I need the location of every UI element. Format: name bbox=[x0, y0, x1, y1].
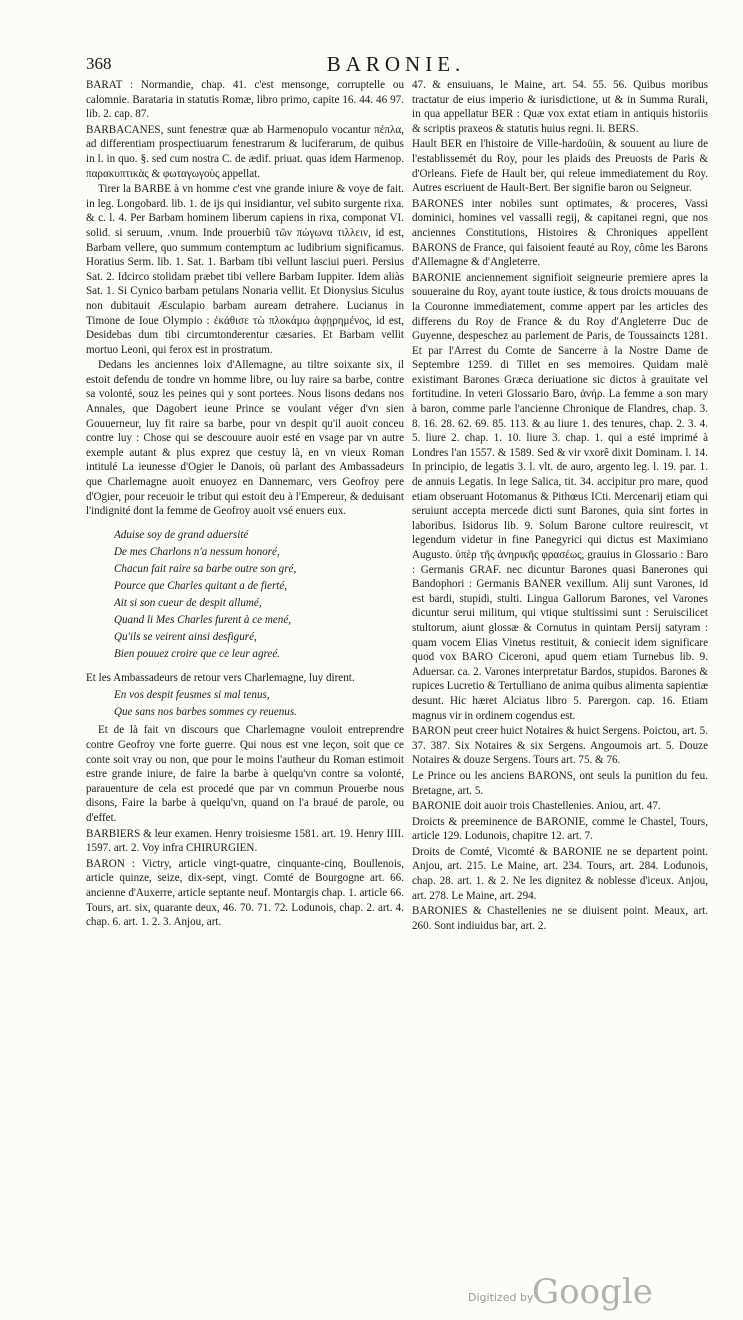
digitized-by-label: Digitized by bbox=[468, 1291, 534, 1304]
verse-line: Aduise soy de grand aduersité bbox=[114, 528, 249, 541]
verse-line: Pource que Charles quitant a de fierté, bbox=[114, 579, 288, 592]
entry-baronies-indiuisibles: BARONIES & Chastellenies ne se diuisent point. Meaux, art. 260. Sont indiuidus bar, art. 2. bbox=[412, 905, 708, 932]
left-column bbox=[86, 78, 404, 931]
entry-barat: BARAT : Normandie, chap. 41. c'est mensonge, corruptelle ou calomnie. Barataria in statutis Romæ, libro primo, capite 16. 44. 46 97. lib. 2. cap. 87. bbox=[86, 79, 404, 121]
verse-line: Chacun fait raire sa barbe outre son gré, bbox=[114, 562, 297, 575]
page-header bbox=[86, 52, 706, 76]
entry-baron-notaires: BARON peut creer huict Notaires & huict Sergens. Poictou, art. 5. 37. 387. Six Notaires & six Sergens. Angoumois art. 5. Douze Notaires & douze Sergens. Tours art. 75. & 76. bbox=[412, 725, 708, 767]
google-logo: Google bbox=[532, 1272, 653, 1312]
entry-droits-comte: Droits de Comté, Vicomté & BARONIE ne se departent point. Anjou, art. 215. Le Maine, art. 234. Tours, art. 284. Lodunois, chap. 28. art. 1. & 2. Ne les dignitez & noblesse d'iceux. Anjou, art. 278. Le Maine, art. 294. bbox=[412, 845, 708, 902]
entry-hault-ber: Hault BER en l'histoire de Ville-hardoüin, & souuent au liure de l'establissemét du Roy, pour les plaids des Preuosts de Paris & d'Orleans. Fiefe de Hault ber, qui releue immediatement du Roy. Autres escriuent de Hault-Bert. Ber signifie baron ou Seigneur. bbox=[412, 138, 708, 195]
verse-line: De mes Charlons n'a nessum honoré, bbox=[114, 545, 280, 558]
entry-baronie: BARONIE anciennement signifioit seigneurie premiere apres la souueraine du Roy, ayant toute iustice, & tous droicts mouuans de la Couronne immediatement, comme appert par les articles des differens du Roy de France & du Roy d'Angleterre Duc de Guyenne, despeschez au parlement de Paris, de Toussaincts 1281. Et par l'Arrest du Comte de Sancerre à la Nostre Dame de Septembre 1259. di Tillet en ses memoires. Quidam malè existimant Barones Græca deriuatione sic dictos à grauitate vel fortitudine. In veteri Glossario Baro, ἀνήρ. La femme a son mary à baron, comme parle l'ancienne Chronique de Flandres, chap. 3. 8. 16. 28. 62. 69. 85. 113. & au liure 1. des tenures, chap. 2. 3. 4. 5. liure 2. chap. 1. 10. liure 3. chap. 1. qui a esté imprimé à Londres l'an 1557. & 1589. Sed & vir vxorê dixit Dominam. l. 14. In principio, de legatis 3. l. vlt. de auro, argento leg. l. 19. par. 1. de annuis Legatis. In lege Salica, tit. 34. accipitur pro mare, quod etiam obseruant Hotomanus & Pithœus ICti. Mercenarij etiam qui seruiunt accepta mercede dicti sunt Barones, quia sint fortes in laboribus. Isidorus lib. 9. Solum Barone cultore reuirescit, vt legendum videtur in fine Panegyrici qui dictus est Maximiano Augusto. ὑπὲρ τῆς ἀνηρικῆς φρασέως, grauius in Glossario : Baro : Germanis GRAF. nec dicuntur Barones quasi Banerones qui Bandophori : Germanis BANER vexillum. Alij sunt Varones, id est bardi, stupidi, stulti. Lingua Gallorum Barones, vel Varones dicuntur serui militum, qui vtique stultissimi sunt : Seruiscilicet stultorum, aiunt glossæ & Cornutus in quintam Persij satyram : quam vocem Elias Vinetus restituit, & coniecit idem significare quod vox BARO Ciceroni, apud quem etiam Turnebus lib. 9. Aduersar. ca. 2. Varones interpretatur Bardos, stupidos. Barones & rupices Lucretio & Tertulliano de anima quibus alimenta sapientiæ desunt. Hic hæret Alciatus libro 5. Parergon. cap. 16. Etiam magnus vir in ordinem cogendus est. bbox=[412, 271, 709, 722]
verse-retour bbox=[114, 687, 404, 721]
entry-barbiers: BARBIERS & leur examen. Henry troisiesme 1581. art. 19. Henry IIII. 1597. art. 2. Voy infra CHIRURGIEN. bbox=[86, 827, 404, 855]
digitization-watermark bbox=[468, 1268, 698, 1312]
entry-barbacanes: BARBACANES, sunt fenestræ quæ ab Harmenopulo vocantur πέπλα, ad differentiam prospectiuarum fenestrarum & luciferarum, de quibus in l. in quo. §. sed cum nostra C. de ædif. priuat. quas idem Harmenop. παρακυπτικὰς & φωταγωγοὺς appellat. bbox=[86, 123, 404, 180]
verse-line: Que sans nos barbes sommes cy reuenus. bbox=[114, 706, 297, 719]
entry-droicts-preeminence: Droicts & preeminence de BARONIE, comme le Chastel, Tours, article 129. Lodunois, chapitre 12. art. 7. bbox=[412, 815, 708, 843]
verse-line: Quand li Mes Charles furent à ce mené, bbox=[114, 613, 292, 626]
entry-baron-cont: 47. & ensuiuans, le Maine, art. 54. 55. 56. Quibus moribus tractatur de eius imperio & iurisdictione, ut & in Summa Rurali, in qua appellatur BER : Quæ vox extat etiam in antiquis historiis & scriptis praxeos & statutis huius regni. li. BERS. bbox=[412, 79, 708, 135]
entry-prince-barons: Le Prince ou les anciens BARONS, ont seuls la punition du feu. Bretagne, art. 5. bbox=[412, 769, 708, 797]
running-title: BARONIE. bbox=[326, 52, 466, 76]
paragraph-discours: Et de là fait vn discours que Charlemagne vouloit entreprendre contre Geofroy vne forte guerre. Qui nous est vne leçon, soit que ce conte soit vray ou non, que pour le moins l'autheur du Roman estimoit estre grande iniure, de faire la barbe à quelqu'vn contre sa volonté, parauenture de cela est procedé que par vn commun Prouerbe nous disons, Faire la barbe à quelqu'vn, quand on l'a braué de parole, ou d'effet. bbox=[86, 724, 404, 824]
entry-baron: BARON : Victry, article vingt-quatre, cinquante-cinq, Boullenois, article quinze, seize, dix-sept, vingt. Comté de Bourgogne art. 66. ancienne d'Auxerre, article septante neuf. Montargis chap. 1. article 66. Tours, art. six, quarante deux, 46. 70. 71. 72. Lodunois, chap. 2. art. 4. chap. 6. art. 1. 2. 3. Anjou, art. bbox=[86, 857, 404, 929]
verse-line: En vos despit feusmes si mal tenus, bbox=[114, 689, 270, 702]
right-column bbox=[412, 78, 708, 934]
entry-barones: BARONES inter nobiles sunt optimates, & proceres, Vassi dominici, homines vel vassalli regij, & capitanei regni, que nos anciennes Constitutions, Histoires & Chroniques appellent BARONS de France, qui faisoient feauté au Roy, côme les Barons d'Allemagne & d'Angleterre. bbox=[412, 197, 708, 269]
entry-barbe: Tirer la BARBE à vn homme c'est vne grande iniure & voye de fait. in leg. Longobard. lib. 1. de ijs qui insidiantur, vel subito surgente rixa. & c. l. 4. Per Barbam hominem liberum capiens in rixa, componat VI. solid. si seruum, .vnum. Inde prouerbiũ τῶν πώγωνα τιλλειν, id est, Barbam vellere, quo summum contemptum ac ludibrium significamus. Horatius Serm. lib. 1. Sat. 1. Barbam tibi vellunt lasciui pueri. Persius Sat. 2. Idcirco stolidam præbet tibi vellere Barbam Iuppiter. Idem aliàs Sat. 1. Si Cynico barbam petulans Nonaria vellit. Et Dionysius Siculus non dubitauit Æsculapio barbam auream detrahere. Lucianus in Timone de Ioue Olympio : ἐκάθισε τὼ πλοκάμω ἀφῃρημένος, id est, Desidebas dum tibi circumtonderentur cæsaries. Et Barbam vellit mortuo Leoni, qui ferox est in prostratum. bbox=[86, 183, 404, 356]
verse-line: Qu'ils se veirent ainsi desfiguré, bbox=[114, 630, 257, 643]
entry-baronie-chastellenies: BARONIE doit auoir trois Chastellenies. Aniou, art. 47. bbox=[412, 800, 661, 813]
verse-line: Bien pouuez croire que ce leur agreé. bbox=[114, 647, 281, 660]
paragraph-ambassadeurs: Et les Ambassadeurs de retour vers Charlemagne, luy dirent. bbox=[86, 671, 355, 684]
paragraph-allemagne: Dedans les anciennes loix d'Allemagne, au tiltre soixante six, il estoit defendu de tondre vn homme libre, ou luy raire sa barbe, contre sa volonté, souz les peines qui y sont portees. Nous lisons dedans nos Annales, que Dagobert ieune Prince se voulant véger d'vn sien Gouuerneur, luy fit raire sa barbe, pour vn despit qu'il auoit conceu contre luy : Chose qui se descouure auoir esté en vsage par vn autre exemple autant & plus exprez que cestuy là, en vn vieux Roman intitulé La ieunesse d'Ogier le Danois, où parlant des Ambassadeurs que Charlemagne auoit enuoyez en Dannemarc, vers Geofroy pere d'Ogier, pour receuoir le tribut qui estoit deu à l'Empereur, & deduisant l'indignité dont la femme de Geofroy auoit vsé enuers eux. bbox=[86, 359, 404, 518]
verse-ogier bbox=[114, 527, 404, 663]
page-number: 368 bbox=[86, 54, 112, 73]
verse-line: Ait si son cueur de despit allumé, bbox=[114, 596, 262, 609]
